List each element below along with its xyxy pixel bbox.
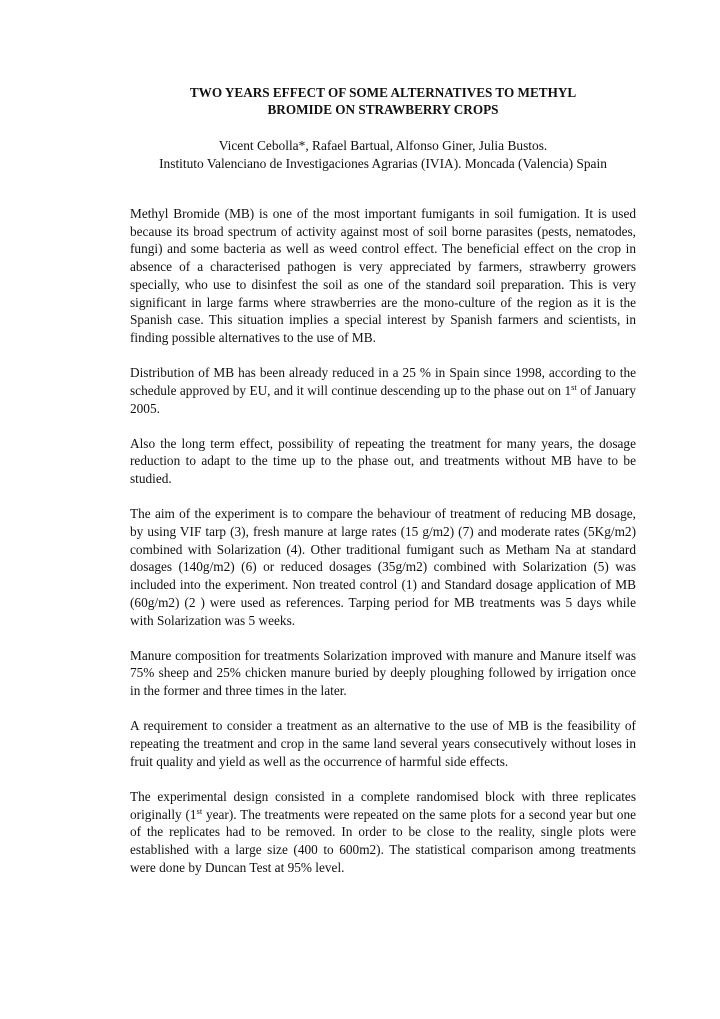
paragraph-distribution: [130, 364, 636, 417]
paper-title-line-2: BROMIDE ON STRAWBERRY CROPS: [267, 102, 499, 117]
paragraph-distribution-text: Distribution of MB has been already reduced in a 25 % in Spain since 1998, according to the schedule approved by EU, and it will continue descending up to the phase out on 1: [130, 365, 636, 398]
affiliation: Instituto Valenciano de Investigaciones Agrarias (IVIA). Moncada (Valencia) Spain: [159, 156, 607, 171]
ordinal-superscript: st: [196, 805, 203, 816]
paragraph-manure: Manure composition for treatments Solarization improved with manure and Manure itself was 75% sheep and 25% chicken manure buried by deeply ploughing followed by irrigation once in the former and three times in the later.: [130, 647, 636, 699]
ordinal-superscript: st: [571, 381, 577, 392]
paragraph-design: [130, 788, 636, 877]
paragraph-requirement: A requirement to consider a treatment as an alternative to the use of MB is the feasibility of repeating the treatment and crop in the same land several years consecutively without loses in fruit quality and yield as well as the occurrence of harmful side effects.: [130, 718, 636, 769]
paper-title: [130, 84, 636, 118]
paragraph-design-end: year). The treatments were repeated on the same plots for a second year but one of the replicates had to be removed. In order to be close to the reality, single plots were established with a large size (400 to 600m2). The statistical comparison among treatments were done by Duncan Test at 95% level.: [130, 806, 637, 875]
author-list: Vicent Cebolla*, Rafael Bartual, Alfonso Giner, Julia Bustos.: [218, 138, 548, 153]
paragraph-design-text: The experimental design consisted in a complete randomised block with three replicates originally (1: [130, 788, 636, 822]
paper-body: [130, 205, 636, 894]
author-block: [120, 137, 646, 173]
paragraph-introduction: Methyl Bromide (MB) is one of the most important fumigants in soil fumigation. It is used because its broad spectrum of activity against most of soil borne parasites (pests, nematodes, fungi) and some bacteria as well as weed control effect. The beneficial effect on the crop in absence of a characterised pathogen is very appreciated by farmers, strawberry growers specially, who use to disinfest the soil as one of the standard soil preparation. This is very significant in large farms where strawberries are the mono-culture of the region as it is the Spanish case. This situation implies a special interest by Spanish farmers and scientists, in finding possible alternatives to the use of MB.: [130, 206, 636, 345]
paragraph-aim: The aim of the experiment is to compare the behaviour of treatment of reducing MB dosage, by using VIF tarp (3), fresh manure at large rates (15 g/m2) (7) and moderate rates (5Kg/m2) combined with Solarization (4). Other traditional fumigant such as Metham Na at standard dosages (140g/m2) (6) or reduced dosages (35g/m2) combined with Solarization (5) was included into the experiment. Non treated control (1) and Standard dosage application of MB (60g/m2) (2 ) were used as references. Tarping period for MB treatments was 5 days while with Solarization was 5 weeks.: [130, 506, 636, 628]
paper-title-line-1: TWO YEARS EFFECT OF SOME ALTERNATIVES TO METHYL: [189, 85, 577, 100]
paragraph-distribution-end: of January 2005.: [130, 382, 636, 416]
paragraph-long-term: Also the long term effect, possibility of repeating the treatment for many years, the dosage reduction to adapt to the time up to the phase out, and treatments without MB have to be studied.: [130, 435, 636, 487]
